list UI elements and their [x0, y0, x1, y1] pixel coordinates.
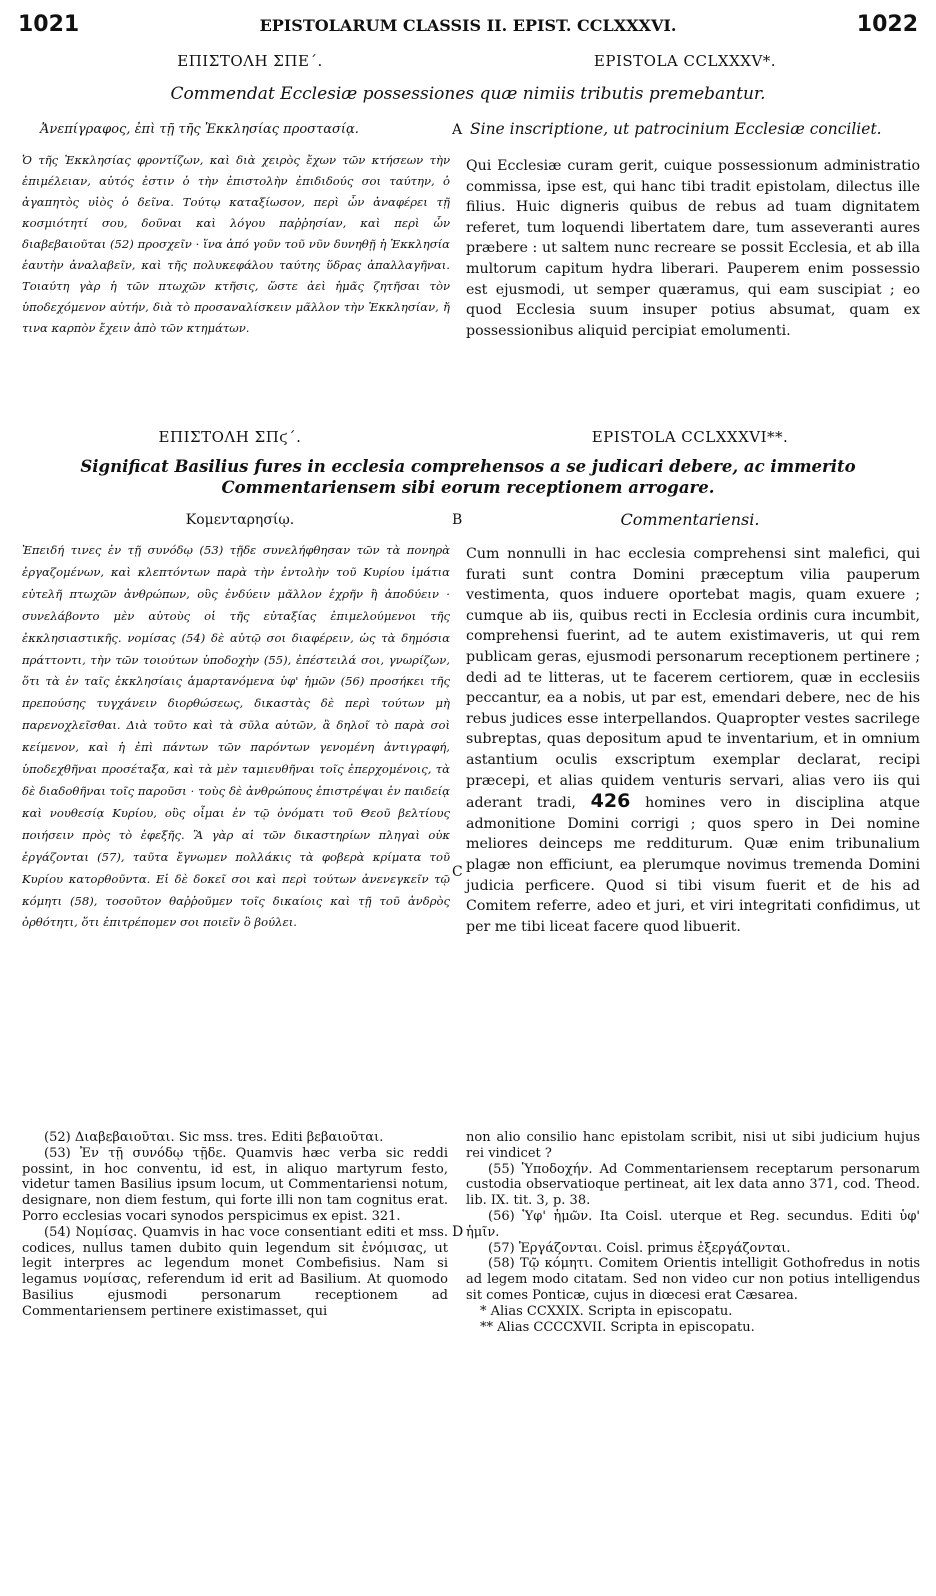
margin-marker-b: B [452, 512, 463, 528]
ep285-inscription-latin: Sine inscriptione, ut patrocinium Ecclesiæ conciliet. [470, 120, 882, 138]
ep285-latin-title: EPISTOLA CCLXXXV*. [593, 52, 777, 70]
footnote-57: (57) Ἐργάζονται. Coisl. primus ἐξεργάζονται. [488, 1240, 791, 1256]
footnote-55: (55) Ὑποδοχήν. Ad Commentariensem receptarum personarum custodia observatioque pertineat, ait lex data anno 371, cod. Theod. lib. IX. tit. 3, p. 38. [466, 1161, 920, 1209]
running-title: EPISTOLARUM CLASSIS II. EPIST. CCLXXXVI. [259, 16, 677, 35]
ep286-latin-part2: homines vero in disciplina atque admonitione Domini corrigi ; quos spero in Dei nomine meliores deinceps me redditurum. Quæ enim tribunalium plagæ non efficiunt, ea plerumque novimus tremenda Domini judicia perficere. Quod si tibi visum fuerit et de his ad Comitem referre, adeo et juri, et viri integritati confidimus, ut per me tibi liceat facere quod libuerit. [466, 795, 920, 935]
footnote-56: (56) Ὑφ' ἡμῶν. Ita Coisl. uterque et Reg. secundus. Editi ὑφ' ἡμῖν. [466, 1208, 920, 1240]
footnote-53: (53) Ἐν τῇ συνόδῳ τῇδε. Quamvis hæc verba sic reddi possint, in hoc conventu, id est, in aliquo martyrum festo, videtur tamen Basilius ipsum locum, ut Commentariensi notum, designare, non diem festum, qui forte illi non tam cognitus erat. Porro ecclesias vocari synodos perspicimus ex epist. 321. [22, 1145, 448, 1224]
margin-marker-c: C [452, 864, 463, 880]
alias-note-2: ** Alias CCCCXVII. Scripta in episcopatu. [480, 1319, 755, 1335]
footnotes-right [466, 1130, 920, 1335]
footnote-58: (58) Τῷ κόμητι. Comitem Orientis intelligit Gothofredus in notis ad legem modo citatam. Sed non video cur non potius intelligendus sit comes Ponticæ, cujus in diœcesi erat Cæsarea. [466, 1256, 920, 1303]
ep285-latin-text: Qui Ecclesiæ curam gerit, cuique possessionum administratio commissa, ipse est, qui hanc tibi tradit epistolam, dilectus ille filius. Huic digneris quibus de rebus ad tuam dignitatem referet, tum loquendi libertatem dare, tum asseveranti aures præbere : ut saltem nunc recreare se possit Ecclesia, et ab illa multorum capitum hydra liberari. Pauperem enim possessio est ejusmodi, ut semper quæramus, qui eam suscipiat ; eo quod Ecclesia suum insuper potius absumat, quam ex possessionibus aliquid percipiat emolumenti. [466, 158, 920, 339]
footnote-52: (52) Διαβεβαιοῦται. Sic mss. tres. Editi βεβαιοῦται. [44, 1130, 384, 1145]
margin-marker-d: D [452, 1224, 464, 1240]
ep285-greek-text: Ὁ τῆς Ἐκκλησίας φροντίζων, καὶ διὰ χειρὸς ἔχων τῶν κτήσεων τὴν ἐπιμέλειαν, αὐτός ἐστιν ὁ τὴν ἐπιστολὴν ἐπιδιδούς σοι ταύτην, ὁ ἀγαπητὸς υἱὸς ὁ δεῖνα. Τούτῳ καταξίωσον, περὶ ὧν ἀναφέρει τῇ κοσμιότητί σου, δοῦναι καὶ λόγου παῤῥησίαν, καὶ περὶ ὧν διαβεβαιοῦται (52) προσχεῖν · ἵνα ἀπό γοῦν τοῦ νῦν δυνηθῇ ἡ Ἐκκλησία ἑαυτὴν ἀναλαβεῖν, καὶ τῆς πολυκεφάλου ταύτης ὕδρας ἀπαλλαγῆναι. Τοιαύτη γὰρ ἡ τῶν πτωχῶν κτῆσις, ὥστε ἀεὶ ἡμᾶς ζητῆσαι τὸν ὑποδεχόμενον αὐτήν, διὰ τὸ προσαναλίσκειν μᾶλλον τὴν Ἐκκλησίαν, ἤ τινα καρπὸν ἔχειν ἀπὸ τῶν κτημάτων. [22, 153, 450, 335]
ep286-greek-title: ΕΠΙΣΤΟΛΗ ΣΠϛ΄. [158, 428, 302, 446]
ep286-summary: Significat Basilius fures in ecclesia comprehensos a se judicari debere, ac immerito Commentariensem sibi eorum receptionem arrogare. [80, 457, 856, 497]
page-number-right: 1022 [856, 12, 918, 37]
footnotes-left [22, 1130, 448, 1320]
footnote-54: (54) Νομίσας. Quamvis in hac voce consentiant editi et mss. codices, nullus tamen dubito quin legendum sit ἐνόμισας, ut legit interpres ac legendum monet Combefisius. Nam si legamus νομίσας, referendum id erit ad Basilium. At quomodo Basilius ejusmodi personarum receptionem ad Commentariensem pertinere existimasset, qui [22, 1224, 448, 1319]
folio-number: 426 [590, 790, 631, 813]
ep286-address-greek: Κομενταρησίῳ. [185, 512, 295, 528]
page-number-left: 1021 [18, 12, 80, 37]
ep285-inscription-greek: Ἀνεπίγραφος, ἐπὶ τῇ τῆς Ἐκκλησίας προστασίᾳ. [40, 122, 359, 137]
ep286-address-latin: Commentariensi. [620, 510, 760, 529]
ep285-summary: Commendat Ecclesiæ possessiones quæ nimiis tributis premebantur. [170, 84, 766, 104]
ep285-greek-title: ΕΠΙΣΤΟΛΗ ΣΠΕ΄. [177, 52, 323, 70]
footnote-54-continued: non alio consilio hanc epistolam scribit, nisi ut sibi judicium hujus rei vindicet ? [466, 1130, 920, 1161]
ep286-greek-text: Ἐπειδή τινες ἐν τῇ συνόδῳ (53) τῇδε συνελήφθησαν τῶν τὰ πονηρὰ ἐργαζομένων, καὶ κλεπτόντων παρὰ τὴν ἐντολὴν τοῦ Κυρίου ἱμάτια εὐτελῆ πτωχῶν ἀνθρώπων, οὓς ἐνδύειν μᾶλλον ἐχρῆν ἢ ἀποδύειν · συνελάβοντο μὲν αὐτοὺς οἱ τῆς εὐταξίας ἐπιμελούμενοι τῆς ἐκκλησιαστικῆς. νομίσας (54) δὲ αὐτῷ σοι διαφέρειν, ὡς τὰ δημόσια πράττοντι, τὴν τῶν τοιούτων ὑποδοχὴν (55), ἐπέστειλά σοι, γνωρίζων, ὅτι τὰ ἐν ταῖς ἐκκλησίαις ἁμαρτανόμενα ὑφ' ἡμῶν (56) προσήκει τῆς πρεπούσης τυγχάνειν διορθώσεως, δικαστὰς δὲ περὶ τούτων μὴ παρενοχλεῖσθαι. Διὰ τοῦτο καὶ τὰ σῦλα αὐτῶν, ἃ δηλοῖ τὸ παρὰ σοὶ κείμενον, καὶ ἡ ἐπὶ πάντων τῶν παρόντων γενομένη ἀντιγραφή, ὑποδεχθῆναι προσέταξα, καὶ τὰ μὲν ταμιευθῆναι τοῖς ἐπερχομένοις, τὰ δὲ διαδοθῆναι τοῖς παροῦσι · τοὺς δὲ ἀνθρώπους ἐπιστρέψαι ἐν παιδείᾳ καὶ νουθεσίᾳ Κυρίου, οὓς οἶμαι ἐν τῷ ὀνόματι τοῦ Θεοῦ βελτίους ποιήσειν πρὸς τὸ ἐφεξῆς. Ἃ γὰρ αἱ τῶν δικαστηρίων πληγαὶ οὐκ ἐργάζονται (57), ταῦτα ἔγνωμεν πολλάκις τὰ φοβερὰ κρίματα τοῦ Κυρίου κατορθοῦντα. Εἰ δὲ δοκεῖ σοι καὶ περὶ τούτων ἀνενεγκεῖν τῷ κόμητι (58), τοσοῦτον θαῤῥοῦμεν τοῖς δικαίοις καὶ τῇ τοῦ ἀνδρὸς ὀρθότητι, ὅτι ἐπιτρέπομεν σοι ποιεῖν ὃ βούλει. [22, 543, 450, 930]
ep286-latin-title: EPISTOLA CCLXXXVI**. [591, 428, 789, 446]
ep286-latin-text [466, 544, 920, 937]
ep286-latin-part1: Cum nonnulli in hac ecclesia comprehensi sint malefici, qui furati sunt contra Domini præceptum vilia pauperum vestimenta, quos induere oportebat magis, quam exuere ; cumque ab iis, quibus recti in Ecclesia ordinis cura incumbit, comprehensi fuerint, ad te autem existimaveris, ut qui rem publicam geras, ejusmodi personarum receptionem pertinere ; dedi ad te litteras, ut te facerem certiorem, quæ in ecclesiis peccantur, ea a nobis, ut par est, emendari debere, nec de his rebus judices esse interpellandos. Quapropter vestes sacrilege subreptas, quas depositum apud te inventarium, et in omnium astantium oculis exscriptum exemplar declarat, recipi præcepi, et alias quidem venturis servari, alias vero iis qui aderant tradi, [466, 546, 920, 812]
alias-note-1: * Alias CCXXIX. Scripta in episcopatu. [480, 1303, 733, 1319]
margin-marker-a: A [452, 122, 463, 138]
